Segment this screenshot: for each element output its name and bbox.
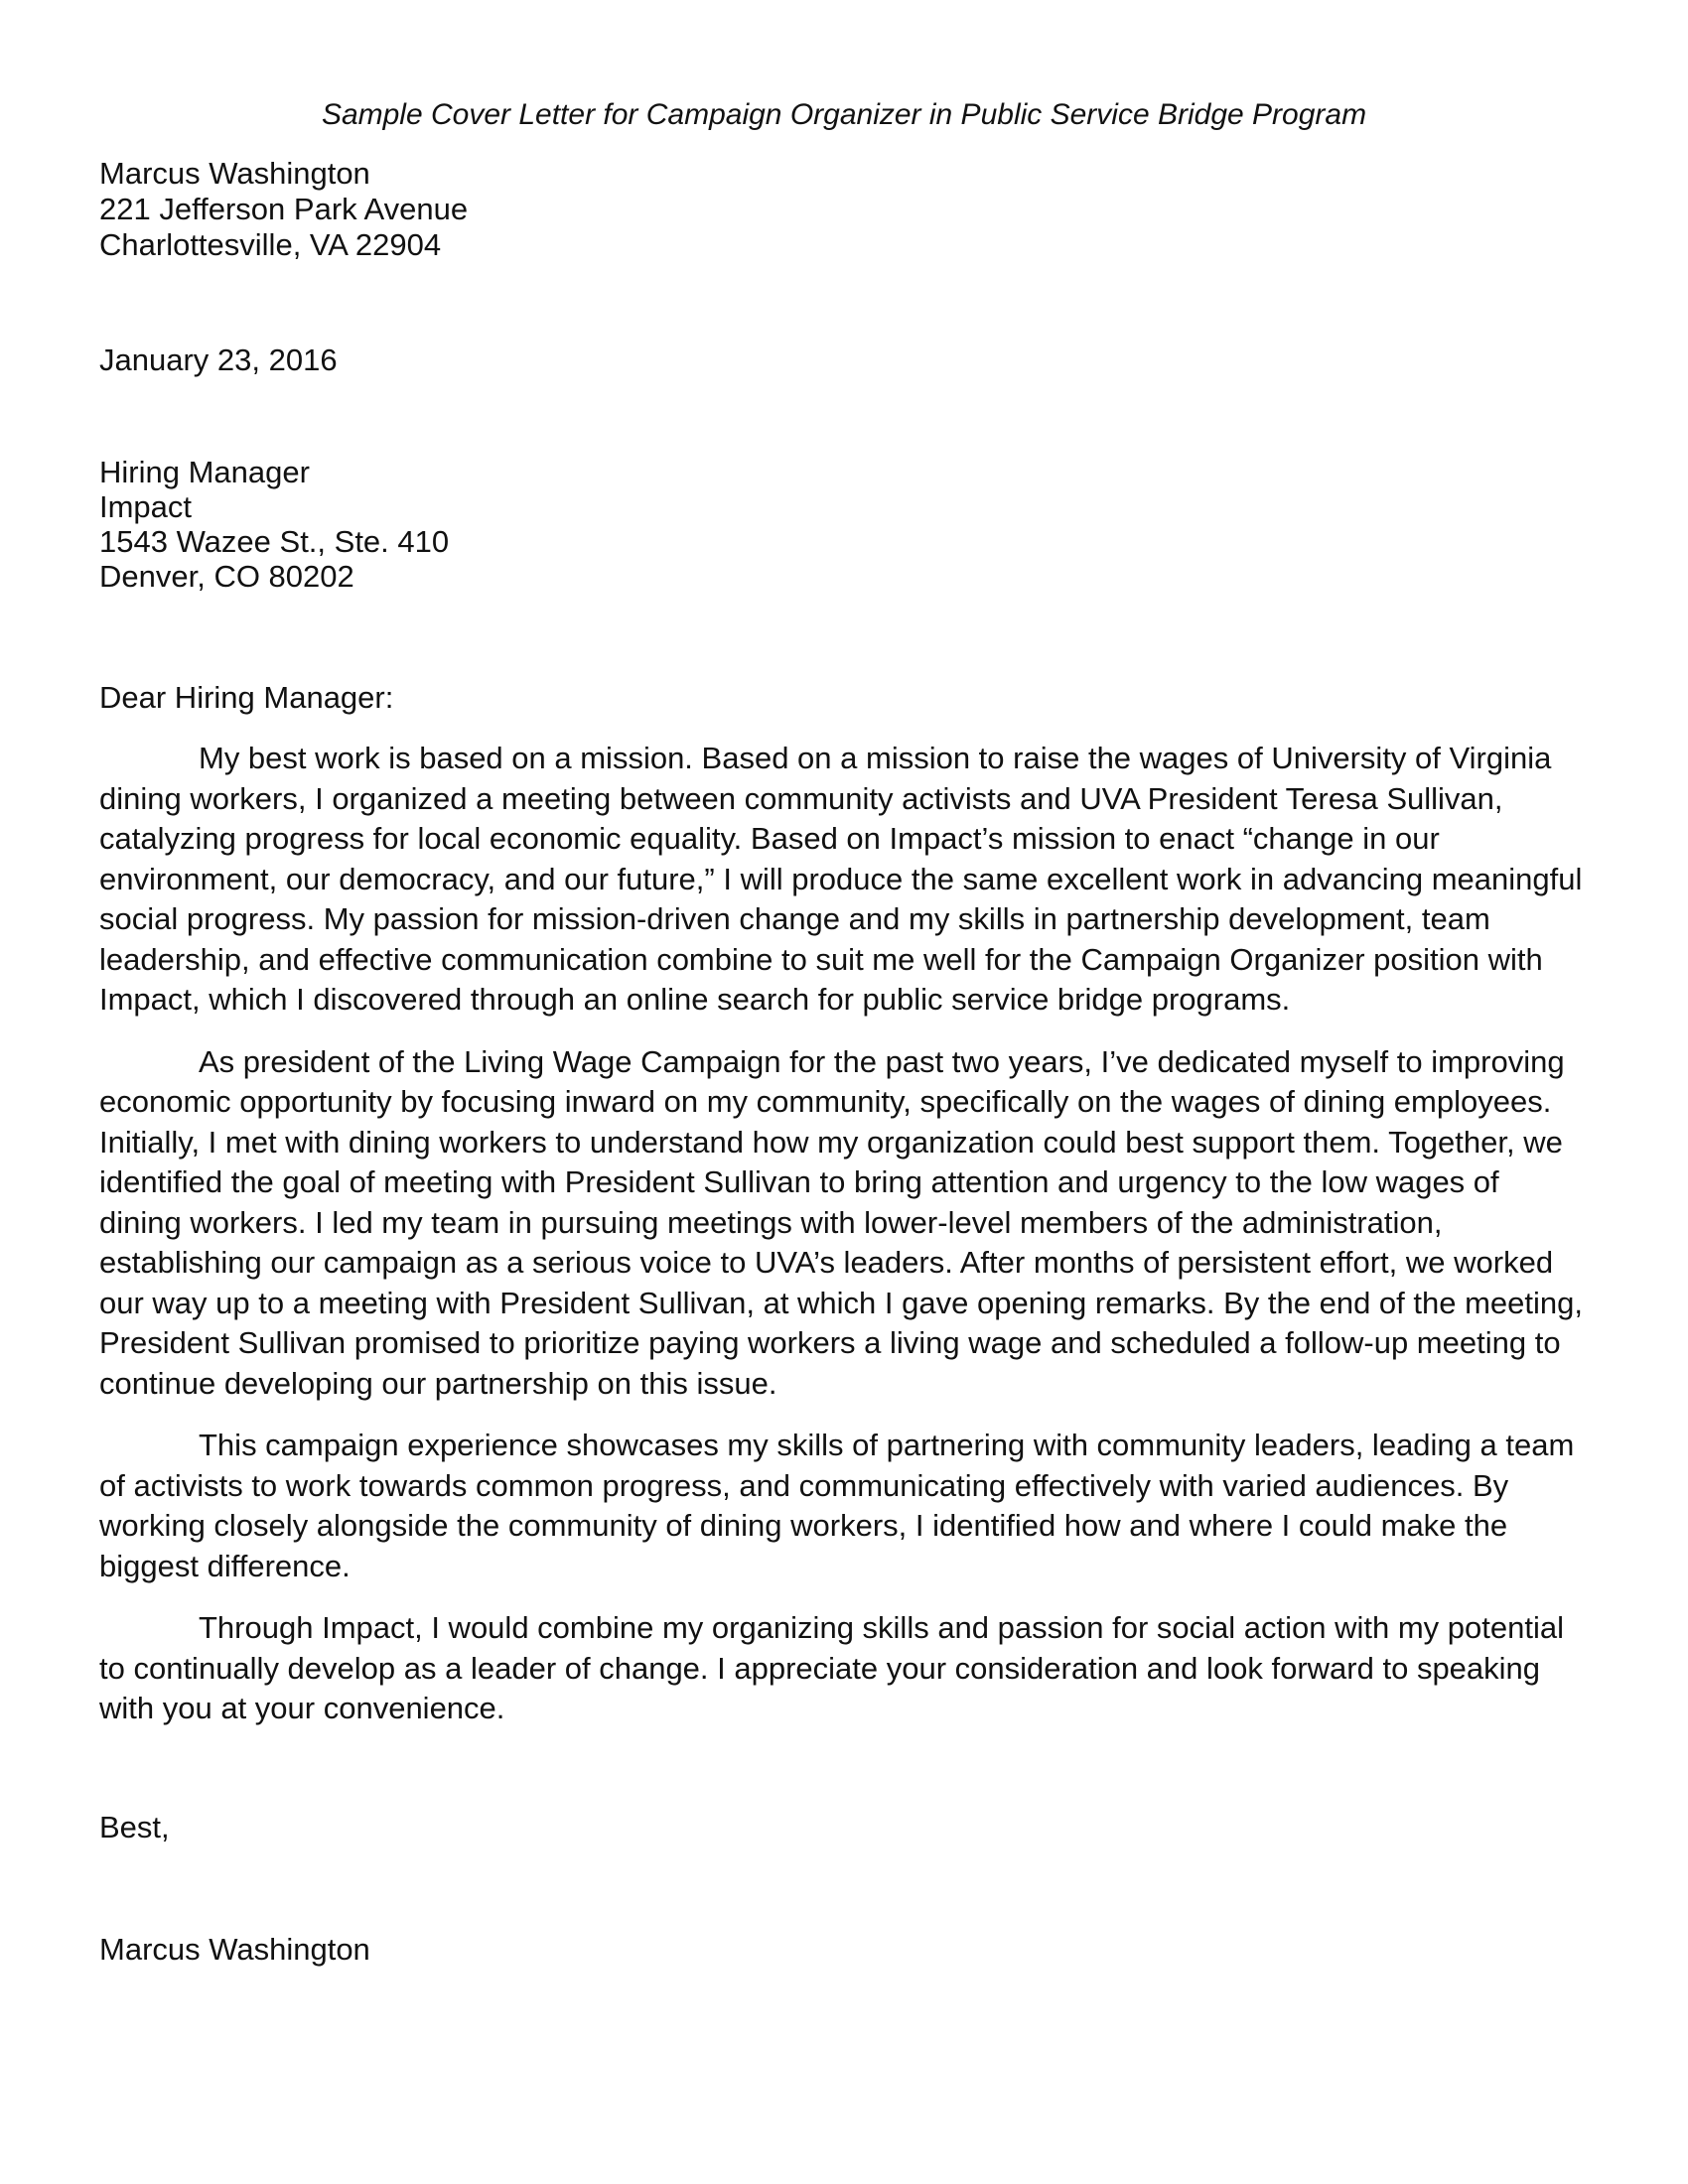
closing: Best,	[99, 1810, 170, 1844]
sender-address	[99, 156, 1589, 263]
body-paragraph: My best work is based on a mission. Based on a mission to raise the wages of University of Virginia dining workers, I organized a meeting between community activists and UVA President Teresa Sullivan, catalyzing progress for local economic equality. Based on Impact’s mission to enact “change in our environment, our democracy, and our future,” I will produce the same excellent work in advancing meaningful social progress. My passion for mission-driven change and my skills in partnership development, team leadership, and effective communication combine to suit me well for the Campaign Organizer position with Impact, which I discovered through an online search for public service bridge programs.	[99, 741, 1583, 1017]
body-paragraph: Through Impact, I would combine my organizing skills and passion for social action with my potential to continually develop as a leader of change. I appreciate your consideration and look forward to speaking with you at your convenience.	[99, 1610, 1564, 1725]
sender-street: 221 Jefferson Park Avenue	[99, 192, 469, 226]
recipient-city-state-zip: Denver, CO 80202	[99, 559, 354, 594]
recipient-address	[99, 455, 1589, 594]
recipient-organization: Impact	[99, 489, 193, 524]
body-paragraph: This campaign experience showcases my skills of partnering with community leaders, leading a team of activists to work towards common progress, and communicating effectively with varied audiences. By working closely alongside the community of dining workers, I identified how and where I could make the biggest difference.	[99, 1428, 1575, 1583]
body-paragraph: As president of the Living Wage Campaign for the past two years, I’ve dedicated myself to improving economic opportunity by focusing inward on my community, specifically on the wages of dining employees. Initially, I met with dining workers to understand how my organization could best support them. Together, we identified the goal of meeting with President Sullivan to bring attention and urgency to the low wages of dining workers. I led my team in pursuing meetings with lower-level members of the administration, establishing our campaign as a serious voice to UVA’s leaders. After months of persistent effort, we worked our way up to a meeting with President Sullivan, at which I gave opening remarks. By the end of the meeting, President Sullivan promised to prioritize paying workers a living wage and scheduled a follow-up meeting to continue developing our partnership on this issue.	[99, 1043, 1583, 1401]
salutation: Dear Hiring Manager:	[99, 680, 394, 715]
letter-body	[99, 739, 1589, 1751]
document-title: Sample Cover Letter for Campaign Organizer in Public Service Bridge Program	[321, 98, 1367, 131]
signature-name: Marcus Washington	[99, 1932, 370, 1967]
recipient-title: Hiring Manager	[99, 455, 310, 489]
recipient-street: 1543 Wazee St., Ste. 410	[99, 524, 450, 559]
sender-name: Marcus Washington	[99, 156, 370, 191]
letter-date: January 23, 2016	[99, 342, 338, 377]
sender-city-state-zip: Charlottesville, VA 22904	[99, 227, 442, 262]
